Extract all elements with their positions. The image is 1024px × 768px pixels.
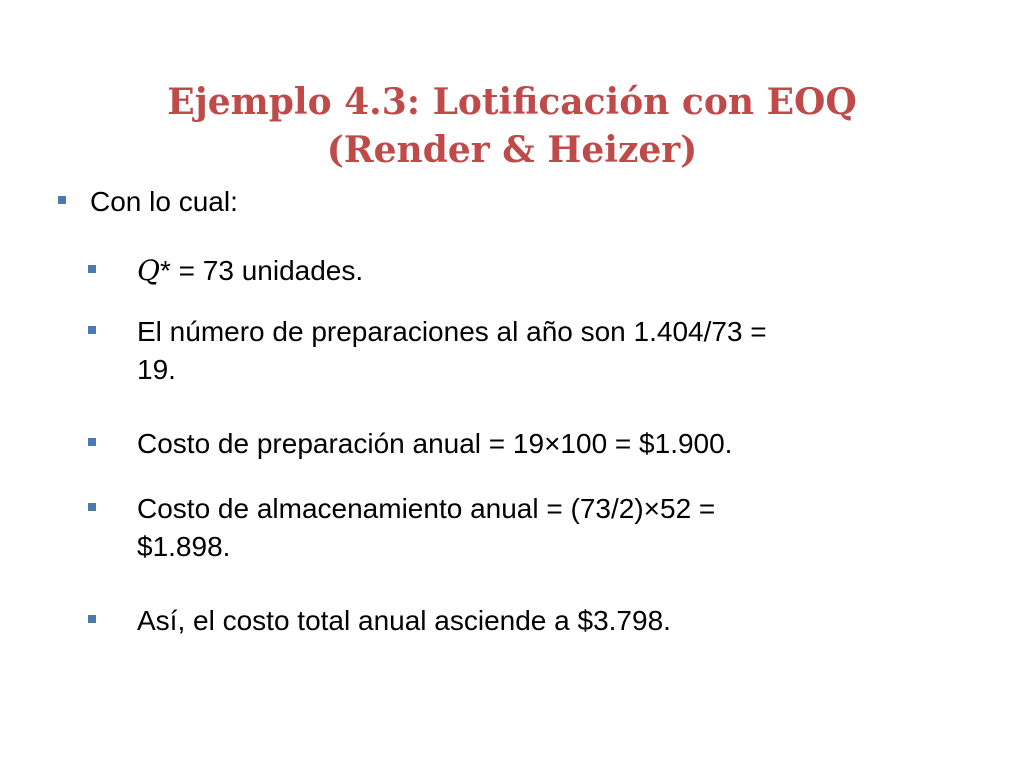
slide-title-line2: (Render & Heizer) bbox=[326, 129, 698, 171]
slide-title-line1: Ejemplo 4.3: Lotificación con EOQ bbox=[167, 81, 857, 123]
bullet-item-text bbox=[137, 252, 363, 290]
bullet-item-total-cost bbox=[88, 602, 671, 640]
bullet-item-holding-cost bbox=[88, 490, 715, 566]
bullet-item-setup-cost bbox=[88, 425, 732, 463]
square-bullet-icon bbox=[88, 503, 96, 511]
square-bullet-icon bbox=[88, 265, 96, 273]
q-variable: Q bbox=[137, 254, 160, 287]
square-bullet-icon bbox=[88, 326, 96, 334]
bullet-item-text bbox=[137, 490, 715, 566]
bullet-intro-text: Con lo cual: bbox=[90, 186, 238, 217]
bullet-intro bbox=[58, 183, 238, 221]
bullet-item-line2: $1.898. bbox=[137, 531, 231, 562]
bullet-item-line1: El número de preparaciones al año son 1.404/73 = bbox=[137, 316, 767, 347]
bullet-item-text: Costo de preparación anual = 19×100 = $1.900. bbox=[137, 428, 733, 459]
square-bullet-icon bbox=[88, 615, 96, 623]
bullet-item-eoq bbox=[88, 252, 363, 290]
bullet-item-line2: 19. bbox=[137, 354, 176, 385]
q-value-text: * = 73 unidades. bbox=[159, 255, 364, 286]
bullet-item-text bbox=[137, 313, 767, 389]
square-bullet-icon bbox=[58, 196, 66, 204]
bullet-item-text: Así, el costo total anual asciende a $3.798. bbox=[137, 605, 671, 636]
bullet-item-setups bbox=[88, 313, 767, 389]
square-bullet-icon bbox=[88, 438, 96, 446]
slide-title bbox=[0, 78, 1024, 174]
bullet-item-line1: Costo de almacenamiento anual = (73/2)×52 = bbox=[137, 493, 716, 524]
